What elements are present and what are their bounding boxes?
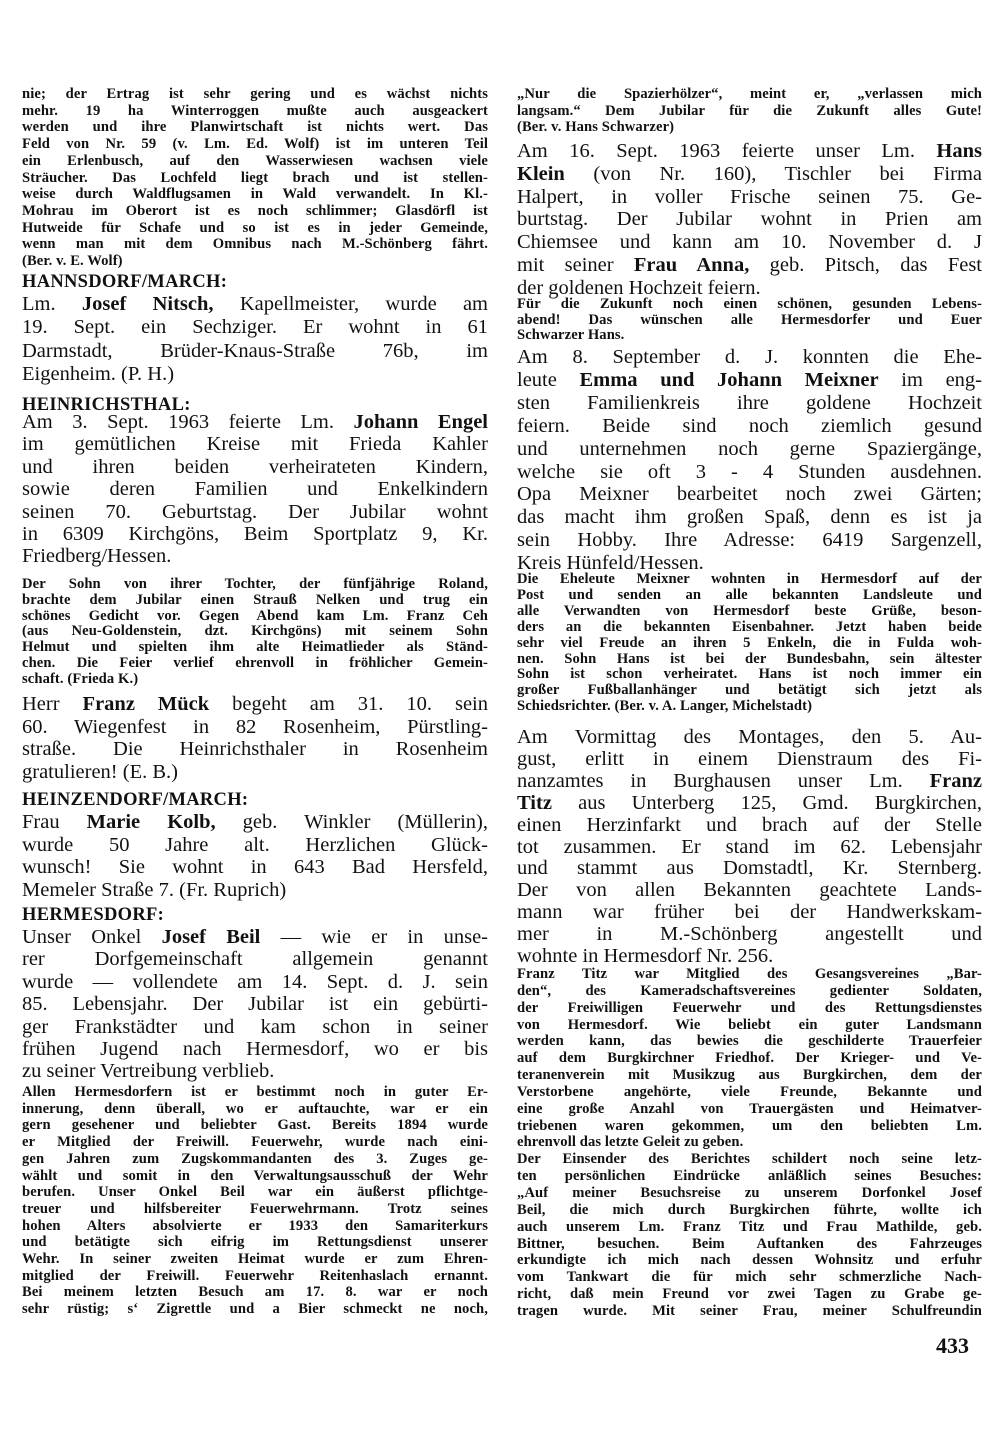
text-line <box>517 620 982 636</box>
text-line <box>517 186 982 209</box>
text-line <box>22 86 488 103</box>
text-run: wunsch! Sie wohnt in 643 Bad Hersfeld, <box>22 856 488 879</box>
text-run: burtstag. Der Jubilar wohnt in Prien am <box>517 208 982 231</box>
text-run: Feld von Nr. 59 (v. Lm. Ed. Wolf) ist im unteren Teil <box>22 136 488 153</box>
text-line <box>22 609 488 625</box>
text-line <box>22 1168 488 1185</box>
text-run: alle Verwandten von Hermesdorf beste Grüße, beson- <box>517 602 982 619</box>
text-line <box>517 966 982 983</box>
text-line <box>22 993 488 1015</box>
text-run: den“, des Kameradschaftsvereines gedienter Soldaten, <box>517 982 982 999</box>
article-paragraph <box>517 727 982 968</box>
text-line <box>22 624 488 640</box>
text-run: triebenen waren gekommen, um den beliebten Lm. <box>517 1117 982 1134</box>
text-line <box>22 926 488 948</box>
text-run: von Hermesdorf. Wie beliebt ein guter Landsmann <box>517 1016 982 1033</box>
text-run: (aus Neu-Goldenstein, dzt. Kirchgöns) mit seinem Sohn <box>22 623 488 640</box>
text-line <box>517 572 982 588</box>
text-run: nanzamtes in Burghausen unser Lm. <box>517 769 930 792</box>
text-line <box>22 948 488 970</box>
text-line <box>22 1201 488 1218</box>
text-run: er Mitglied der Freiwill. Feuerwehr, wurde nach eini- <box>22 1134 488 1151</box>
text-run: Kapellmeister, wurde am <box>213 293 489 315</box>
text-run: und unternehmen noch gerne Spaziergänge, <box>517 437 982 460</box>
article-paragraph <box>517 86 982 136</box>
text-line <box>517 946 982 968</box>
bold-name: Frau Anna, <box>633 253 750 276</box>
text-run: brachte dem Jubilar einen Strauß Nelken und trug ein <box>22 591 488 608</box>
text-run: Für die Zukunft noch einen schönen, gesunden Lebens- <box>517 296 982 312</box>
text-line <box>517 328 982 344</box>
text-run: wurde 50 Jahre alt. Herzlichen Glück- <box>22 833 488 856</box>
text-line <box>22 693 488 716</box>
text-line <box>517 346 982 369</box>
text-line <box>517 1067 982 1084</box>
text-line <box>517 1151 982 1168</box>
text-run: (von Nr. 160), Tischler bei Firma <box>564 162 982 185</box>
text-run: das macht ihm großen Spaß, denn es ist ja <box>517 506 982 529</box>
text-run: Am 8. September d. J. konnten die Ehe- <box>517 346 982 368</box>
article-paragraph <box>22 811 488 902</box>
text-line <box>22 433 488 455</box>
text-line <box>517 837 982 859</box>
text-line <box>22 136 488 153</box>
article-paragraph <box>517 572 982 715</box>
text-line <box>517 1017 982 1034</box>
text-line <box>22 904 488 926</box>
text-line <box>22 1084 488 1101</box>
text-run: „Auf meiner Besuchsreise zu unserem Dorfonkel Josef <box>517 1184 982 1201</box>
text-run: tragen wurde. Mit seiner Frau, meiner Schulfreundin <box>517 1302 982 1319</box>
text-line <box>517 652 982 668</box>
text-run: sein Hobby. Ihre Adresse: 6419 Sargenzell, <box>517 529 982 552</box>
text-run: tot zusammen. Er stand im 62. Lebensjahr <box>517 835 982 858</box>
text-run: Bittner, besuchen. Beim Auftanken des Fahrzeuges <box>517 1235 982 1252</box>
text-line <box>22 656 488 672</box>
text-run: mehr. 19 ha Winterroggen mußte auch ausgeackert <box>22 102 488 119</box>
text-line <box>517 1252 982 1269</box>
text-run: werden kann, das bewies die geschilderte Trauerfeier <box>517 1033 982 1050</box>
text-line <box>517 902 982 924</box>
text-line <box>22 1218 488 1235</box>
text-run: gratulieren! (E. B.) <box>22 761 178 784</box>
text-run: hohen Alters absolvierte er 1933 den Samariterkurs <box>22 1217 488 1234</box>
page-number: 433 <box>936 1333 969 1358</box>
text-run: Memeler Straße 7. (Fr. Ruprich) <box>22 879 287 902</box>
text-line <box>517 815 982 837</box>
text-line <box>22 879 488 902</box>
text-line <box>517 771 982 793</box>
text-run: richt, daß mein Freund vor zwei Tagen zu Grabe ge- <box>517 1286 982 1303</box>
text-run: weise durch Waldflugsamen in Wald verwandelt. In Kl.- <box>22 186 488 203</box>
text-run: nie; der Ertrag ist sehr gering und es wächst nichts <box>22 86 488 102</box>
text-run: ein Erlenbusch, auf den Wasserwiesen wachsen viele <box>22 152 488 169</box>
text-line <box>22 293 488 316</box>
bold-name: Klein <box>517 162 565 185</box>
text-line <box>517 924 982 946</box>
text-run: wenn man mit dem Omnibus nach M.-Schönberg fährt. <box>22 236 488 253</box>
text-run: Hutweide für Schafe und so ist es in jeder Gemeinde, <box>22 219 488 236</box>
article-paragraph <box>22 693 488 784</box>
text-line <box>22 577 488 593</box>
text-line <box>517 1269 982 1286</box>
text-run: eine große Anzahl von Trauergästen und Heimatver- <box>517 1100 982 1117</box>
text-run: mer in M.-Schönberg angestellt und <box>517 923 982 946</box>
article-paragraph <box>22 411 488 568</box>
text-run: und ihren beiden verheirateten Kindern, <box>22 455 488 478</box>
text-run: Am Vormittag des Montages, den 5. Au- <box>517 726 982 748</box>
text-line <box>22 170 488 187</box>
text-run: Unser Onkel <box>22 926 162 948</box>
text-line <box>517 231 982 254</box>
text-line <box>22 340 488 363</box>
text-line <box>517 1134 982 1151</box>
text-line <box>22 1234 488 1251</box>
text-run: „Nur die Spazierhölzer“, meint er, „verlassen mich <box>517 86 982 102</box>
text-run: Opa Meixner bearbeitet noch zwei Gärten; <box>517 483 982 506</box>
text-run: 19. Sept. ein Sechziger. Er wohnt in 61 <box>22 316 488 339</box>
text-run: sowie deren Familien und Enkelkindern <box>22 478 488 501</box>
text-run: Mohrau im Oberort ist es noch schlimmer; Glasdörfl ist <box>22 202 488 219</box>
text-line <box>22 203 488 220</box>
text-line <box>517 727 982 749</box>
text-run: (Ber. v. Hans Schwarzer) <box>517 119 675 135</box>
text-line <box>22 593 488 609</box>
text-run: chen. Die Feier verlief ehrenvoll in fröhlicher Gemein- <box>22 654 488 671</box>
text-run: Am 3. Sept. 1963 feierte Lm. <box>22 411 354 433</box>
text-line <box>517 1168 982 1185</box>
text-run: nen. Sohn Hans ist bei der Bundesbahn, sein ältester <box>517 650 982 667</box>
bold-name: Franz Mück <box>82 693 210 715</box>
text-line <box>517 1050 982 1067</box>
text-run: Der Einsender des Berichtes schildert noch seine letz- <box>517 1151 982 1168</box>
text-line <box>22 236 488 253</box>
text-line <box>22 119 488 136</box>
article-paragraph <box>22 577 488 688</box>
bold-name: Josef Nitsch, <box>81 293 214 315</box>
text-line <box>517 1185 982 1202</box>
text-run: wählt und somit in den Verwaltungsausschuß der Wehr <box>22 1167 488 1184</box>
text-run: Helmut und spielten ihm alte Heimatlieder als Ständ- <box>22 639 488 656</box>
text-line <box>22 856 488 879</box>
text-line <box>22 789 488 811</box>
bold-name: Marie Kolb, <box>86 811 216 833</box>
text-run: gern gesehener und beliebter Gast. Bereits 1894 wurde <box>22 1117 488 1134</box>
text-run: im gemütlichen Kreise mit Frieda Kahler <box>22 433 488 456</box>
text-line <box>22 1284 488 1301</box>
text-run: sehr rüstig; s‘ Zigrettle und a Bier schmeckt ne noch, <box>22 1301 488 1318</box>
text-run: ten persönlichen Eindrücke anläßlich seines Besuches: <box>517 1168 982 1185</box>
text-run: Sohn ist schon verheiratet. Hans ist noch immer ein <box>517 666 982 683</box>
text-run: ger Frankstädter und kam schon in seiner <box>22 1015 488 1038</box>
text-line <box>517 392 982 415</box>
text-run: wohnte in Hermesdorf Nr. 256. <box>517 945 774 968</box>
text-run: ders an die bekannten Eisenbahner. Jetzt haben beide <box>517 618 982 635</box>
text-run: Herr <box>22 693 83 715</box>
text-run: HEINZENDORF/MARCH: <box>22 790 249 810</box>
text-line <box>22 103 488 120</box>
text-run: der Freiwilligen Feuerwehr und des Rettungsdienstes <box>517 999 982 1016</box>
text-run: — wie er in unse- <box>260 926 489 948</box>
text-run: ehrenvoll das letzte Geleit zu geben. <box>517 1134 744 1151</box>
text-line <box>22 478 488 500</box>
text-line <box>22 363 488 386</box>
text-run: Der Sohn von ihrer Tochter, der fünfjährige Roland, <box>22 576 488 592</box>
text-line <box>517 880 982 902</box>
article-paragraph <box>22 1084 488 1318</box>
text-line <box>22 456 488 478</box>
text-line <box>22 253 488 270</box>
text-line <box>22 1117 488 1134</box>
text-run: gen Jahren zum Zugskommandanten des 3. Zuges ge- <box>22 1150 488 1167</box>
text-run: Wehr. In seiner zweiten Heimat wurde er zum Ehren- <box>22 1251 488 1268</box>
text-run: 85. Lebensjahr. Der Jubilar ist ein gebürti- <box>22 993 488 1016</box>
text-run: sten Familienkreis ihre goldene Hochzeit <box>517 391 982 414</box>
text-run: Eigenheim. (P. H.) <box>22 362 175 385</box>
bold-name: Josef Beil <box>161 926 261 948</box>
text-run: Friedberg/Hessen. <box>22 545 172 568</box>
text-line <box>22 1134 488 1151</box>
text-line <box>517 604 982 620</box>
text-run: Allen Hermesdorfern ist er bestimmt noch in guter Er- <box>22 1084 488 1100</box>
text-line <box>22 1301 488 1318</box>
text-line <box>517 438 982 461</box>
text-run: der goldenen Hochzeit feiern. <box>517 276 761 299</box>
text-run: Lm. <box>22 293 82 315</box>
text-run: HANNSDORF/MARCH: <box>22 272 228 292</box>
text-run: einen Herzinfarkt und brach auf der Stelle <box>517 813 982 836</box>
text-line <box>22 545 488 567</box>
text-run: innerung, denn überall, wo er auftauchte, war er ein <box>22 1100 488 1117</box>
text-run: Bei meinem letzten Besuch am 17. 8. war er noch <box>22 1284 488 1301</box>
text-run: Am 16. Sept. 1963 feierte unser Lm. <box>517 140 937 162</box>
article-paragraph <box>517 966 982 1320</box>
text-line <box>517 588 982 604</box>
text-line <box>517 1000 982 1017</box>
text-line <box>517 254 982 277</box>
text-run: begeht am 31. 10. sein <box>209 693 489 715</box>
text-line <box>22 640 488 656</box>
text-line <box>22 1016 488 1038</box>
text-line <box>22 1251 488 1268</box>
text-run: straße. Die Heinrichsthaler in Rosenheim <box>22 738 488 761</box>
text-run: sehr viel Freude an ihren 5 Enkeln, die in Fulda woh- <box>517 634 982 651</box>
text-line <box>22 1060 488 1082</box>
text-line <box>22 523 488 545</box>
bold-name: Emma und Johann Meixner <box>579 368 879 391</box>
text-line <box>517 163 982 186</box>
text-line <box>517 103 982 120</box>
text-run: Schiedsrichter. (Ber. v. A. Langer, Michelstadt) <box>517 698 813 715</box>
text-line <box>517 140 982 163</box>
text-line <box>22 411 488 433</box>
section-heading <box>22 271 488 293</box>
text-run: gust, erlitt in einem Dienstraum des Fi- <box>517 747 982 770</box>
text-run: zu seiner Vertreibung verblieb. <box>22 1060 275 1083</box>
text-line <box>22 716 488 739</box>
text-run: langsam.“ Dem Jubilar für die Zukunft alles Gute! <box>517 102 982 119</box>
text-line <box>517 1101 982 1118</box>
text-line <box>517 506 982 529</box>
text-line <box>517 119 982 136</box>
text-run: abend! Das wünschen alle Hermesdorfer und Euer <box>517 311 982 328</box>
text-line <box>22 738 488 761</box>
text-line <box>22 1101 488 1118</box>
text-line <box>517 415 982 438</box>
text-line <box>517 1202 982 1219</box>
text-line <box>517 529 982 552</box>
text-run: teranenverein mit Musikzug aus Burgkirchen, dem der <box>517 1067 982 1084</box>
text-line <box>517 749 982 771</box>
text-run: Frau <box>22 811 87 833</box>
text-run: erkundigte ich mich nach dessen Wohnsitz und erfuhr <box>517 1252 982 1269</box>
text-line <box>517 1303 982 1320</box>
text-run: Beil, die mich durch Burgkirchen führte, wollte ich <box>517 1201 982 1218</box>
text-run: vom Tankwart die für mich sehr schmerzliche Nach- <box>517 1269 982 1286</box>
text-line <box>22 153 488 170</box>
bold-name: Titz <box>517 791 552 814</box>
text-line <box>22 971 488 993</box>
text-line <box>517 983 982 1000</box>
text-run: welche sie oft 3 - 4 Stunden ausdehnen. <box>517 460 982 483</box>
text-line <box>517 699 982 715</box>
text-run: Schwarzer Hans. <box>517 327 625 344</box>
article-paragraph <box>22 86 488 270</box>
text-run: Die Eheleute Meixner wohnten in Hermesdorf auf der <box>517 571 982 587</box>
text-run: in 6309 Kirchgöns, Beim Sportplatz 9, Kr. <box>22 523 488 546</box>
article-paragraph <box>517 140 982 300</box>
bold-name: Franz <box>929 769 982 792</box>
bold-name: Johann Engel <box>353 411 488 433</box>
text-run: aus Unterberg 125, Gmd. Burgkirchen, <box>551 791 982 814</box>
text-run: Franz Titz war Mitglied des Gesangsvereines „Bar- <box>517 966 982 982</box>
section-heading <box>22 904 488 926</box>
article-paragraph <box>517 346 982 575</box>
text-line <box>22 1151 488 1168</box>
text-line <box>517 483 982 506</box>
text-line <box>22 1038 488 1060</box>
text-run: Chiemsee und kann am 10. November d. J <box>517 231 982 254</box>
text-line <box>22 834 488 857</box>
article-paragraph <box>22 926 488 1083</box>
text-run: geb. Winkler (Müllerin), <box>215 811 488 833</box>
text-line <box>517 636 982 652</box>
text-run: Darmstadt, Brüder-Knaus-Straße 76b, im <box>22 339 488 362</box>
text-run: seinen 70. Geburtstag. Der Jubilar wohnt <box>22 500 488 523</box>
text-line <box>517 297 982 313</box>
text-line <box>22 761 488 784</box>
text-line <box>517 461 982 484</box>
text-run: schaft. (Frieda K.) <box>22 670 139 687</box>
text-run: berufen. Unser Onkel Beil war ein äußerst pflichtge- <box>22 1184 488 1201</box>
text-run: und betätigte sich eifrig im Rettungsdienst unserer <box>22 1234 488 1251</box>
text-run: HEINRICHSTHAL: <box>22 395 191 415</box>
text-run: 60. Wiegenfest in 82 Rosenheim, Pürstling- <box>22 715 488 738</box>
text-run: (Ber. v. E. Wolf) <box>22 253 123 270</box>
text-run: im eng- <box>878 368 982 391</box>
text-line <box>517 86 982 103</box>
text-line <box>517 208 982 231</box>
text-line <box>517 1219 982 1236</box>
text-run: frühen Jugend nach Hermesdorf, wo er bis <box>22 1038 488 1061</box>
text-line <box>22 501 488 523</box>
text-line <box>517 858 982 880</box>
bold-name: Hans <box>936 140 982 162</box>
text-run: auch unserem Lm. Franz Titz und Frau Mathilde, geb. <box>517 1218 982 1235</box>
text-run: werden und ihre Planwirtschaft ist nichts wert. Das <box>22 119 488 136</box>
text-line <box>517 1286 982 1303</box>
text-run: wurde — vollendete am 14. Sept. d. J. sein <box>22 970 488 993</box>
text-line <box>22 186 488 203</box>
text-run: HERMESDORF: <box>22 905 165 925</box>
text-run: mit seiner <box>517 253 634 276</box>
text-line <box>517 1118 982 1135</box>
text-run: Post und senden an alle bekannten Landsleute und <box>517 586 982 603</box>
text-run: Der von allen Bekannten geachtete Lands- <box>517 879 982 902</box>
text-run: mitglied der Freiwill. Feuerwehr Reitenhaslach ernannt. <box>22 1267 488 1284</box>
text-line <box>22 811 488 834</box>
text-line <box>517 667 982 683</box>
text-line <box>22 672 488 688</box>
text-line <box>517 1236 982 1253</box>
text-line <box>517 369 982 392</box>
section-heading <box>22 789 488 811</box>
text-line <box>517 313 982 329</box>
text-run: feiern. Beide sind noch ziemlich gesund <box>517 414 982 437</box>
text-run: auf dem Burgkirchner Friedhof. Der Krieger- und Ve- <box>517 1050 982 1067</box>
text-run: Halpert, in voller Frische seinen 75. Ge- <box>517 185 982 208</box>
text-line <box>22 1268 488 1285</box>
text-run: rer Dorfgemeinschaft allgemein genannt <box>22 948 488 971</box>
text-run: mann war früher bei der Handwerkskam- <box>517 901 982 924</box>
text-run: Kreis Hünfeld/Hessen. <box>517 552 704 575</box>
article-paragraph <box>517 297 982 344</box>
text-run: Sträucher. Das Lochfeld liegt brach und ist stellen- <box>22 169 488 186</box>
text-line <box>517 793 982 815</box>
text-line <box>22 271 488 293</box>
text-run: treuer und hilfsbereiter Feuerwehrmann. Trotz seines <box>22 1200 488 1217</box>
text-run: und stammt aus Domstadtl, Kr. Sternberg. <box>517 857 982 880</box>
text-run: leute <box>517 368 580 391</box>
text-run: schönes Gedicht vor. Gegen Abend kam Lm. Franz Ceh <box>22 607 488 624</box>
article-paragraph <box>22 293 488 386</box>
text-line <box>22 1184 488 1201</box>
text-run: großer Fußballanhänger und betätigt sich jetzt als <box>517 682 982 699</box>
text-line <box>22 220 488 237</box>
text-run: Verstorbene angehörte, viele Freunde, Bekannte und <box>517 1083 982 1100</box>
text-line <box>517 1033 982 1050</box>
text-run: geb. Pitsch, das Fest <box>749 253 983 276</box>
text-line <box>517 1084 982 1101</box>
text-line <box>517 683 982 699</box>
text-line <box>22 316 488 339</box>
